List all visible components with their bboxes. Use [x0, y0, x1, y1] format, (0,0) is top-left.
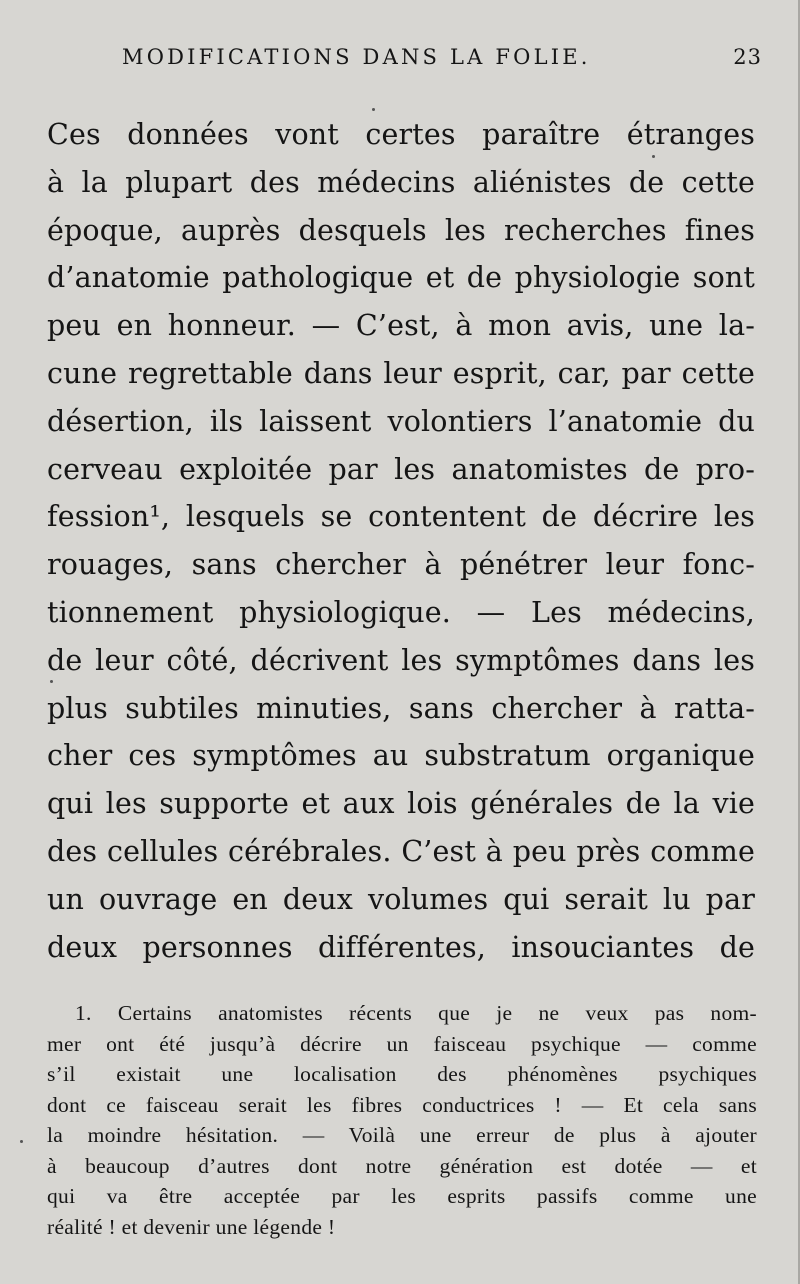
- page-number: 23: [733, 45, 762, 69]
- text-line: rouages, sans chercher à pénétrer leur fonc-: [47, 548, 755, 582]
- footnote-line: à beaucoup d’autres dont notre génération est dotée — et: [47, 1153, 757, 1178]
- text-line: Ces données vont certes paraître étranges: [47, 118, 755, 151]
- footnote-line: réalité ! et devenir une légende !: [47, 1214, 336, 1239]
- footnote-line: 1. Certains anatomistes récents que je ne veux pas nom-: [75, 1001, 757, 1025]
- footnote-line: mer ont été jusqu’à décrire un faisceau psychique — comme: [47, 1031, 757, 1056]
- text-line: plus subtiles minuties, sans chercher à ratta-: [47, 691, 755, 725]
- text-line: époque, auprès desquels les recherches fines: [47, 213, 755, 247]
- footnote-line: dont ce faisceau serait les fibres conductrices ! — Et cela sans: [47, 1092, 757, 1117]
- text-line: cune regrettable dans leur esprit, car, par cette: [47, 356, 755, 390]
- text-line: peu en honneur. — C’est, à mon avis, une la-: [47, 309, 755, 343]
- text-line: cher ces symptômes au substratum organique: [47, 739, 755, 773]
- paper-speck: [372, 108, 375, 111]
- paper-speck: [50, 680, 53, 683]
- text-line: fession¹, lesquels se contentent de décrire les: [47, 500, 755, 534]
- text-line: un ouvrage en deux volumes qui serait lu par: [47, 882, 755, 916]
- text-line: de leur côté, décrivent les symptômes dans les: [47, 643, 755, 677]
- running-title: MODIFICATIONS DANS LA FOLIE.: [122, 45, 591, 69]
- footnote-line: s’il existait une localisation des phénomènes psychiques: [47, 1062, 757, 1086]
- text-line: qui les supporte et aux lois générales de la vie: [47, 787, 755, 821]
- paper-speck: [20, 1140, 23, 1143]
- text-line: désertion, ils laissent volontiers l’anatomie du: [47, 404, 755, 438]
- text-line: cerveau exploitée par les anatomistes de pro-: [47, 452, 755, 486]
- text-line: tionnement physiologique. — Les médecins,: [47, 595, 755, 629]
- running-head: [122, 42, 762, 72]
- text-line: à la plupart des médecins aliénistes de cette: [47, 165, 755, 199]
- footnote-line: qui va être acceptée par les esprits passifs comme une: [47, 1184, 757, 1208]
- footnote-line: la moindre hésitation. — Voilà une erreur de plus à ajouter: [47, 1123, 757, 1147]
- footnote: [47, 998, 757, 1242]
- text-line: des cellules cérébrales. C’est à peu près comme: [47, 834, 755, 868]
- text-line: d’anatomie pathologique et de physiologie sont: [47, 261, 755, 295]
- paper-speck: [652, 155, 655, 158]
- body-text: [47, 111, 755, 971]
- text-line: deux personnes différentes, insouciantes de: [47, 930, 755, 964]
